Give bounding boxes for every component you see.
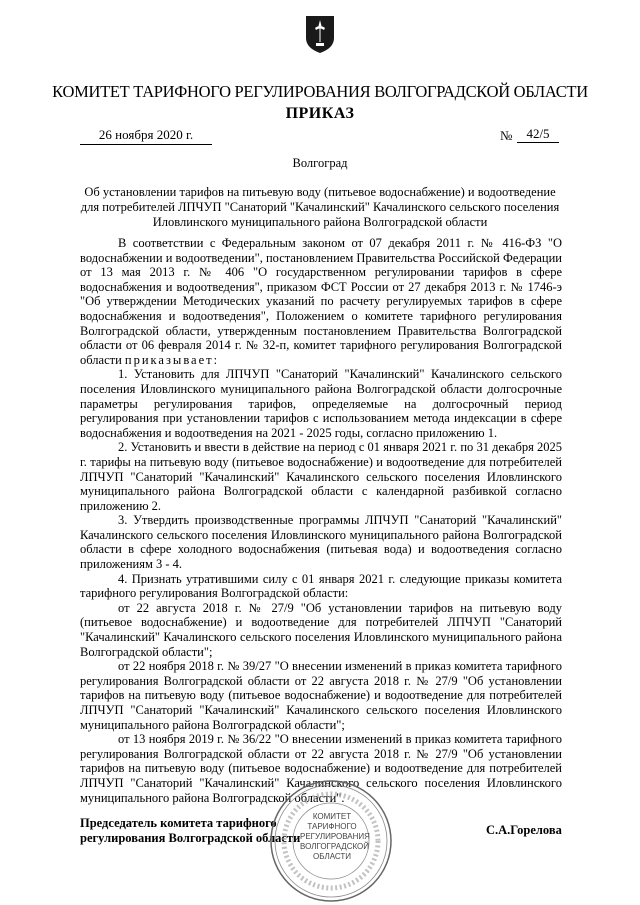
committee-name: КОМИТЕТ ТАРИФНОГО РЕГУЛИРОВАНИЯ ВОЛГОГРАДСКОЙ ОБЛАСТИ [52, 82, 588, 101]
clause-1: 1. Установить для ЛПЧУП "Санаторий "Качалинский" Качалинского сельского поселения Иловлинского муниципального района Волгоградской области долгосрочные параметры регулирования тарифов, определяемые на долгосрочный период регулирования при установлении тарифов с использованием метода индексации в сфере водоснабжения и водоотведения на 2021 - 2025 годы, согласно приложению 1. [80, 367, 562, 440]
seal-line-5: ОБЛАСТИ [312, 852, 352, 861]
repealed-order-2: от 22 ноября 2018 г. № 39/27 "О внесении изменений в приказ комитета тарифного регулирования Волгоградской области от 22 августа 2018 г. № 27/9 "Об установлении тарифов на питьевую воду (питьевое водоснабжение) и водоотведение для потребителей ЛПЧУП "Санаторий "Качалинский" Качалинского сельского поселения Иловлинского муниципального района Волгоградской области"; [80, 659, 562, 732]
clause-4: 4. Признать утратившими силу с 01 января 2021 г. следующие приказы комитета тарифного регулирования Волгоградской области: [80, 571, 562, 601]
repealed-order-3: от 13 ноября 2019 г. № 36/22 "О внесении изменений в приказ комитета тарифного регулирования Волгоградской области от 22 августа 2018 г. № 27/9 "Об установлении тарифов на питьевую воду (питьевое водоснабжение) и водоотведение для потребителей ЛПЧУП "Санаторий "Качалинский" Качалинского сельского поселения Иловлинского муниципального района Волгоградской области". [80, 732, 562, 805]
seal-line-3: РЕГУЛИРОВАНИЯ [300, 832, 370, 841]
signatory-position-line1: Председатель комитета тарифного [80, 816, 277, 830]
order-subject: Об установлении тарифов на питьевую воду (питьевое водоснабжение) и водоотведение для потребителей ЛПЧУП "Санаторий "Качалинский" Качалинского сельского поселения Иловлинского муниципального района Волгоградской области [80, 185, 560, 229]
seal-line-1: КОМИТЕТ [312, 812, 352, 821]
decree-word: приказывает: [124, 352, 220, 367]
repealed-order-1: от 22 августа 2018 г. № 27/9 "Об установлении тарифов на питьевую воду (питьевое водоснабжение) и водоотведение для потребителей ЛПЧУП "Санаторий "Качалинский" Качалинского сельского поселения Иловлинского муниципального района Волгоградской области"; [80, 600, 562, 659]
order-date: 26 ноября 2020 г. [80, 127, 212, 145]
number-sign: № [500, 128, 513, 143]
signatory-position-line2: регулирования Волгоградской области [80, 831, 301, 845]
seal-line-2: ТАРИФНОГО [307, 822, 357, 831]
order-number: 42/5 [517, 126, 559, 143]
volgograd-emblem-icon [304, 14, 336, 54]
document-type: ПРИКАЗ [285, 105, 355, 122]
clause-3: 3. Утвердить производственные программы ЛПЧУП "Санаторий "Качалинский" Качалинского сельского поселения Иловлинского муниципального района Волгоградской области в сфере холодного водоснабжения (питьевая вода) и водоотведения согласно приложениям 3 - 4. [80, 513, 562, 572]
preamble-text: В соответствии с Федеральным законом от 07 декабря 2011 г. № 416-ФЗ "О водоснабжении и водоотведении", постановлением Правительства Российской Федерации от 13 мая 2013 г. № 406 "О государственном регулировании тарифов в сфере водоснабжения и водоотведения", приказом ФСТ России от 27 декабря 2013 г. № 1746-э "Об утверждении Методических указаний по расчету регулируемых тарифов в сфере водоснабжения и водоотведения", Положением о комитете тарифного регулирования Волгоградской области, утвержденным постановлением Правительства Волгоградской области от 06 февраля 2014 г. № 32-п, комитет тарифного регулирования Волгоградской области [80, 236, 562, 367]
seal-text [300, 812, 370, 862]
seal-line-4: ВОЛГОГРАДСКОЙ [300, 842, 370, 851]
clause-2: 2. Установить и ввести в действие на период с 01 января 2021 г. по 31 декабря 2025 г. тарифы на питьевую воду (питьевое водоснабжение) и водоотведение для потребителей ЛПЧУП "Санаторий "Качалинский" Качалинского сельского поселения Иловлинского муниципального района Волгоградской области с календарной разбивкой согласно приложению 2. [80, 440, 562, 513]
order-body [80, 236, 562, 805]
signatory-name: С.А.Горелова [486, 823, 562, 837]
preamble-paragraph [80, 236, 562, 367]
city: Волгоград [292, 156, 348, 170]
